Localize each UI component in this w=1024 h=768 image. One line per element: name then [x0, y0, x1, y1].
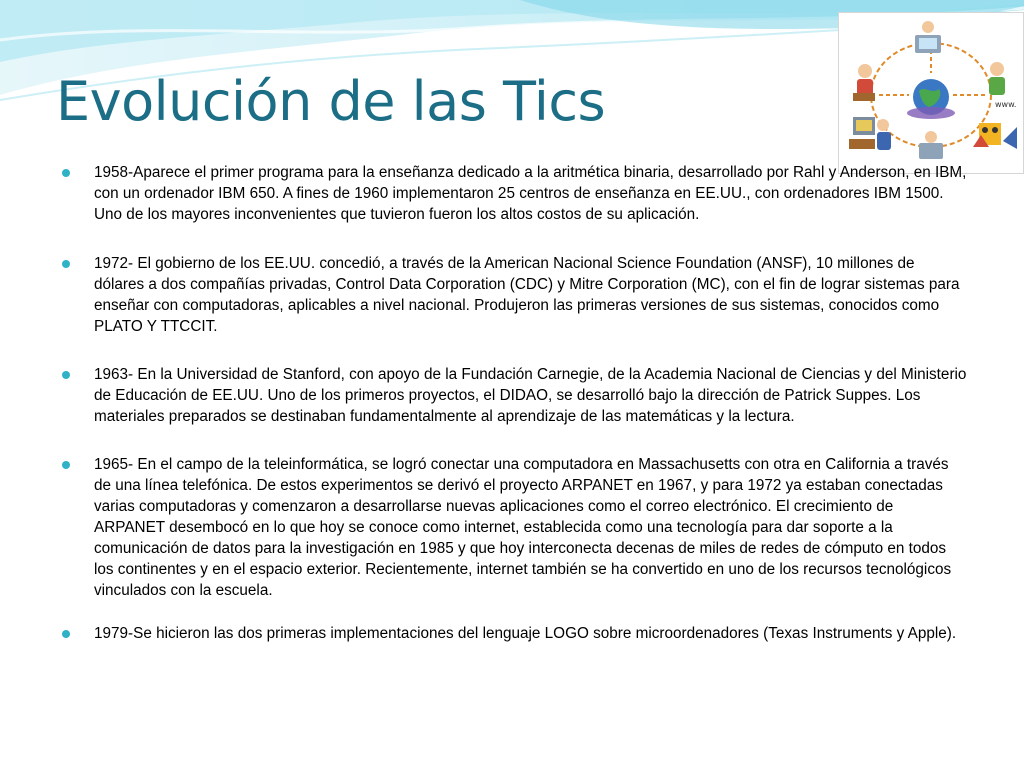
bullet-item-1965	[62, 454, 967, 601]
bullet-text: 1965- En el campo de la teleinformática, se logró conectar una computadora en Massachusetts con otra en California a través de una línea telefónica. De estos experimentos se derivó el proyecto ARPANET en 1967, y para 1972 ya estaban conectadas varias computadoras y comenzaron a desarrollarse nuevas aplicaciones como el correo electrónico. El crecimiento de ARPANET desembocó en lo que hoy se conoce como internet, establecida como una tecnología para dar soporte a la comunicación de datos para la investigación en 1985 y que hoy interconecta decenas de miles de redes de cómputo en todos los continentes y en el espacio exterior. Recientemente, internet también se ha convertido en uno de los recursos tecnológicos vinculados con la escuela.	[94, 456, 952, 599]
bullet-text: 1972- El gobierno de los EE.UU. concedió, a través de la American Nacional Science Foundation (ANSF), 10 millones de dólares a dos compañías privadas, Control Data Corporation (CDC) y Mitre Corporation (MC), con el fin de lograr sistemas para enseñar con computadoras, aplicables a nivel nacional. Produjeron las primeras versiones de sus sistemas, conocidos como PLATO Y TTCCIT.	[94, 255, 960, 335]
bullet-text: 1979-Se hicieron las dos primeras implementaciones del lenguaje LOGO sobre microordenadores (Texas Instruments y Apple).	[94, 625, 957, 642]
bullet-dot-icon	[62, 260, 70, 268]
bullet-list	[62, 162, 967, 644]
slide-title: Evolución de las Tics	[56, 70, 606, 133]
svg-text:www.: www.	[995, 100, 1017, 109]
bullet-item-1979	[62, 623, 967, 644]
slide-content	[62, 162, 967, 671]
bullet-dot-icon	[62, 461, 70, 469]
bullet-item-1958	[62, 162, 967, 225]
tic-network-clipart-icon	[838, 12, 1024, 174]
bullet-dot-icon	[62, 371, 70, 379]
bullet-dot-icon	[62, 169, 70, 177]
bullet-dot-icon	[62, 630, 70, 638]
bullet-item-1963	[62, 364, 967, 427]
bullet-text: 1963- En la Universidad de Stanford, con apoyo de la Fundación Carnegie, de la Academia Nacional de Ciencias y del Ministerio de Educación de EE.UU. Uno de los primeros proyectos, el DIDAO, se desarrolló bajo la dirección de Patrick Suppes. Los materiales preparados se destinaban fundamentalmente al aprendizaje de las matemáticas y la lectura.	[94, 366, 967, 425]
bullet-item-1972	[62, 253, 967, 337]
bullet-text: 1958-Aparece el primer programa para la enseñanza dedicado a la aritmética binaria, desarrollado por Rahl y Anderson, en IBM, con un ordenador IBM 650. A fines de 1960 implementaron 25 centros de enseñanza en EE.UU., con ordenadores IBM 1500. Uno de los mayores inconvenientes que tuvieron fueron los altos costos de su aplicación.	[94, 164, 967, 223]
